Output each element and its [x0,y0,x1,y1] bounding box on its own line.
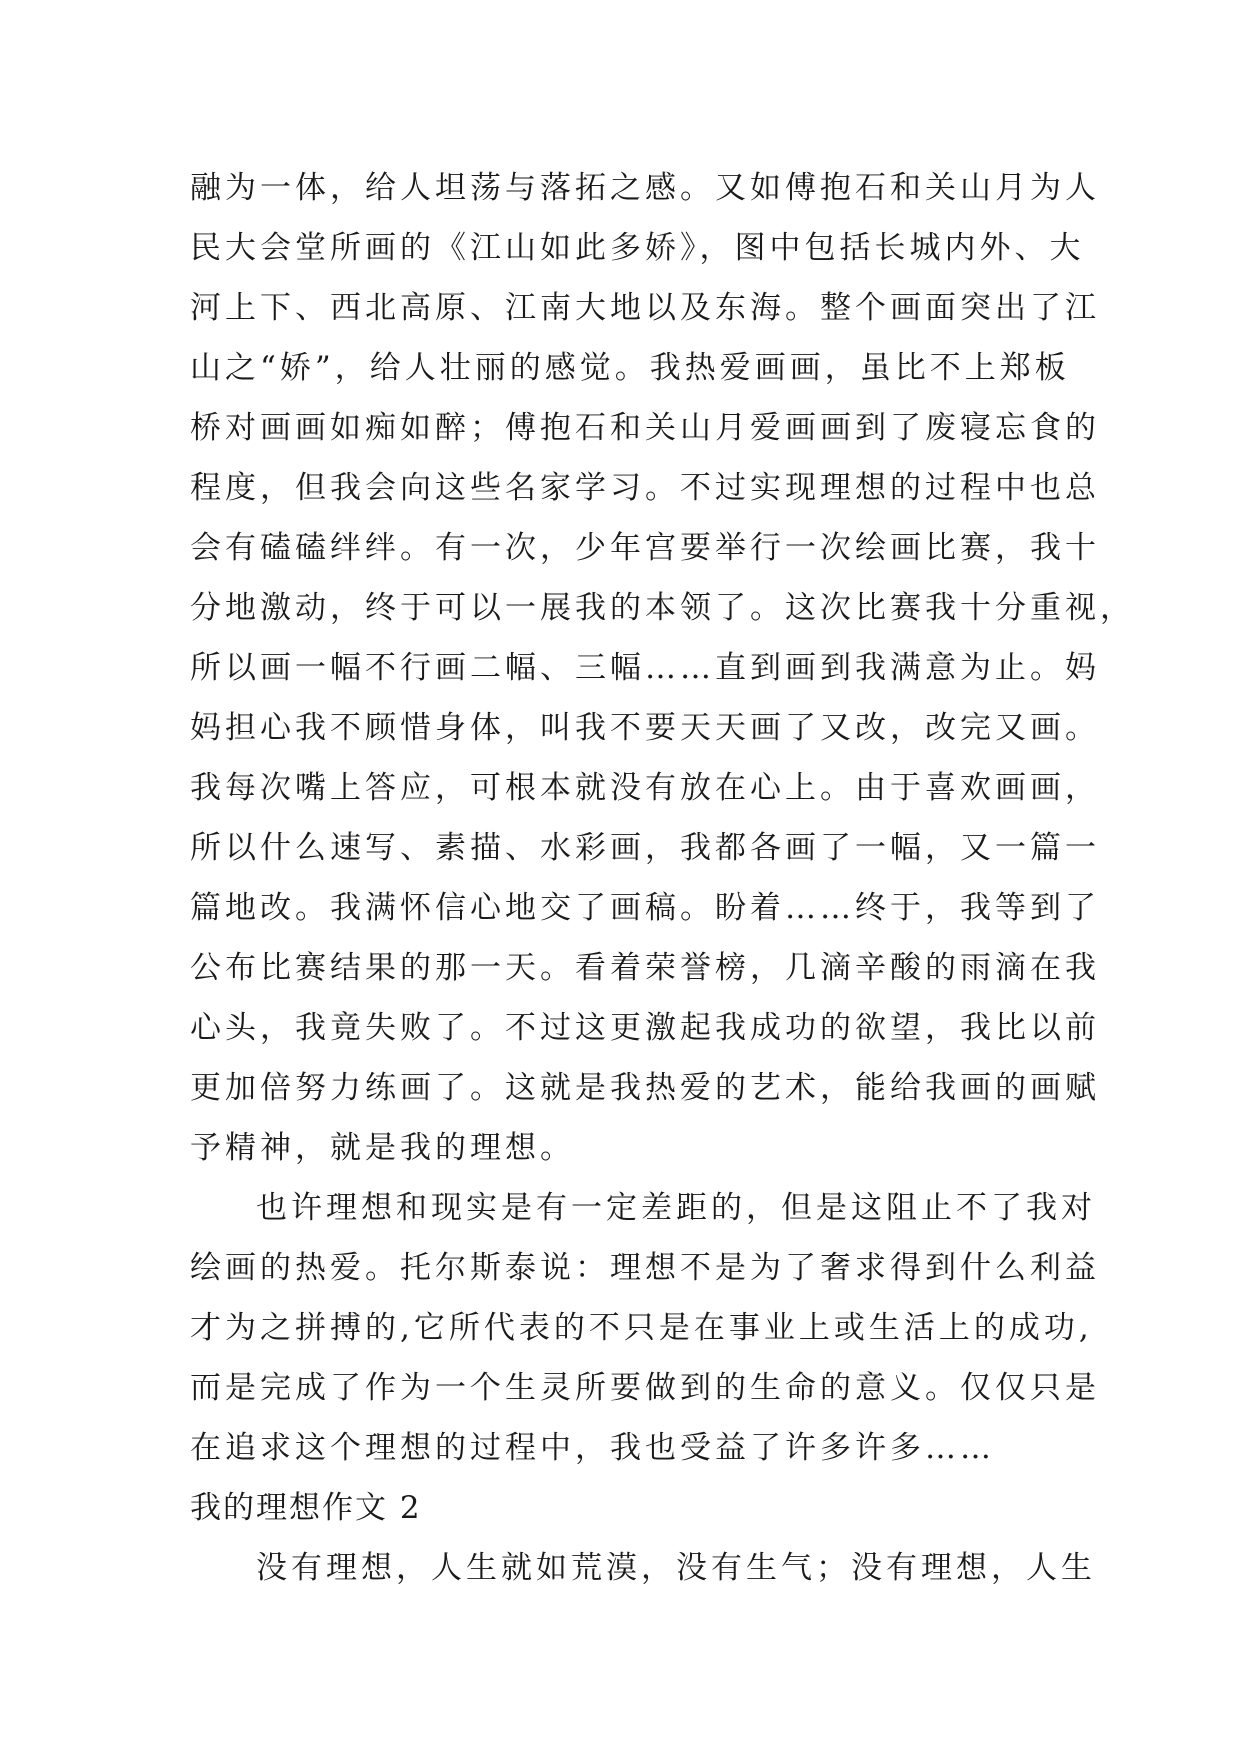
text-line: 融为一体，给人坦荡与落拓之感。又如傅抱石和关山月为人 [190,170,1100,206]
text-line: 会有磕磕绊绊。有一次，少年宫要举行一次绘画比赛，我十 [190,530,1100,566]
text-line: 篇地改。我满怀信心地交了画稿。盼着……终于，我等到了 [190,890,1100,926]
document-body [190,158,1135,1598]
text-line: 予精神，就是我的理想。 [190,1130,575,1166]
section-heading: 我的理想作文 2 [190,1490,422,1526]
text-line: 没有理想，人生就如荒漠，没有生气；没有理想，人生 [256,1550,1096,1586]
text-line: 桥对画画如痴如醉；傅抱石和关山月爱画画到了废寝忘食的 [190,410,1100,446]
text-line: 绘画的热爱。托尔斯泰说：理想不是为了奢求得到什么利益 [190,1250,1100,1286]
paragraph-essay-2-opening [190,1538,1096,1598]
text-line: 山之“娇”，给人壮丽的感觉。我热爱画画，虽比不上郑板 [190,350,1070,386]
text-line: 才为之拼搏的,它所代表的不只是在事业上或生活上的成功, [190,1310,1093,1346]
text-line: 所以画一幅不行画二幅、三幅……直到画到我满意为止。妈 [190,650,1100,686]
text-line: 也许理想和现实是有一定差距的，但是这阻止不了我对 [256,1190,1096,1226]
text-line: 公布比赛结果的那一天。看着荣誉榜，几滴辛酸的雨滴在我 [190,950,1100,986]
text-line: 民大会堂所画的《江山如此多娇》，图中包括长城内外、大 [190,230,1085,266]
text-line: 分地激动，终于可以一展我的本领了。这次比赛我十分重视， [190,590,1135,626]
text-line: 心头，我竟失败了。不过这更激起我成功的欲望，我比以前 [190,1010,1100,1046]
text-line: 所以什么速写、素描、水彩画，我都各画了一幅，又一篇一 [190,830,1100,866]
text-line: 在追求这个理想的过程中，我也受益了许多许多…… [190,1430,995,1466]
text-line: 更加倍努力练画了。这就是我热爱的艺术，能给我画的画赋 [190,1070,1100,1106]
paragraph-art-ideal-continued [190,158,1135,1178]
text-line: 程度，但我会向这些名家学习。不过实现理想的过程中也总 [190,470,1100,506]
text-line: 河上下、西北高原、江南大地以及东海。整个画面突出了江 [190,290,1100,326]
text-line: 妈担心我不顾惜身体，叫我不要天天画了又改，改完又画。 [190,710,1100,746]
text-line: 而是完成了作为一个生灵所要做到的生命的意义。仅仅只是 [190,1370,1100,1406]
text-line: 我每次嘴上答应，可根本就没有放在心上。由于喜欢画画， [190,770,1100,806]
paragraph-reality-and-ideal [190,1178,1100,1478]
